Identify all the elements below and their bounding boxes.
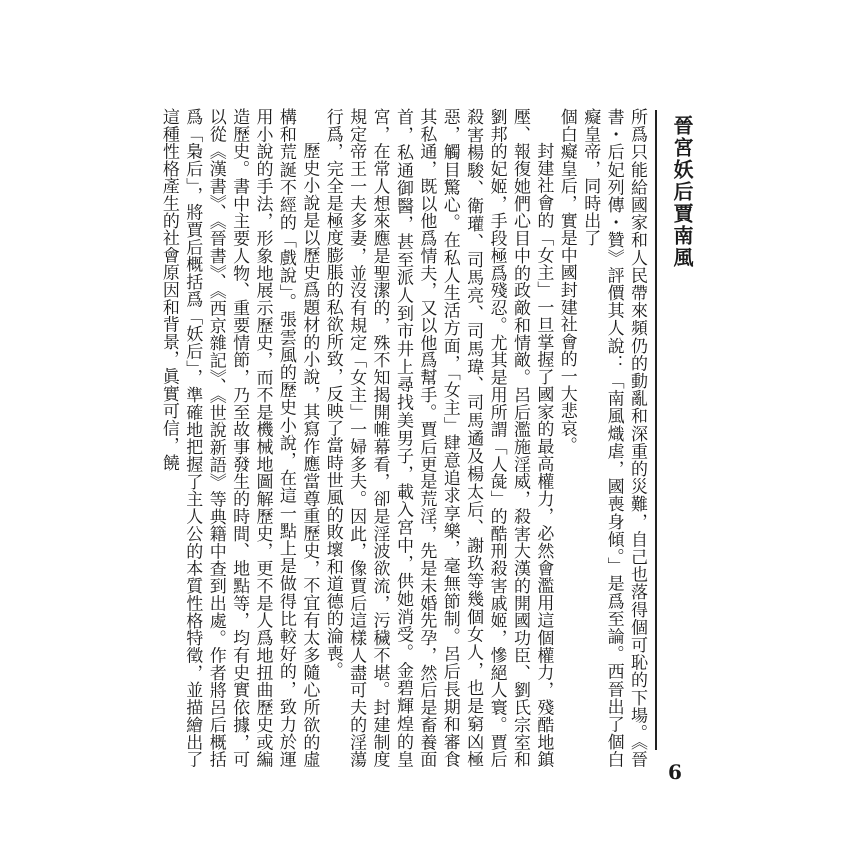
running-header-title: 晉宮妖后賈南風 [670,115,694,269]
page-number: 6 [668,760,682,784]
paragraph-historical-fiction: 歷史小說是以歷史爲題材的小說，其寫作應當尊重歷史，不宜有太多隨心所欲的虛構和荒誕不經的「戲說」。張雲風的歷史小說，在這一點上是做得比較好的，致力於運用小說的手法，形象地展示歷史，而不是機械地圖解歷史，更不是人爲地扭曲歷史或編造歷史。書中主要人物、重要情節，乃至故事發生的時間、地點等，均有史實依據，可以從《漢書》、《晉書》、《西京雜記》、《世說新語》等典籍中查到出處。作者將呂后概括爲「梟后」，將賈后概括爲「妖后」，準確地把握了主人公的本質性格特徵，並描繪出了這種性格產生的社會原因和背景，眞實可信，饒 [158,108,320,768]
header-rule [655,110,657,750]
paragraph-continuation: 個白癡皇后，實是中國封建社會的一大悲哀。 [556,108,577,454]
paragraph-female-rulers: 封建社會的「女主」一旦掌握了國家的最高權力，必然會濫用這個權力，殘酷地鎮壓、報復她們心目中的政敵和情敵。呂后濫施淫威，殺害大漢的開國功臣、劉氏宗室和劉邦的妃姬，手段極爲殘忍。尤其是用所謂「人彘」的酷刑殺害戚姬，慘絕人寰。賈后殺害楊駿、衛瓘、司馬亮、司馬瑋、司馬遹及楊太后、謝玖等幾個女人，也是窮凶極惡，觸目驚心。在私人生活方面，「女主」肆意追求享樂，毫無節制。呂后長期和審食其私通，既以他爲情夫，又以他爲幫手。賈后更是荒淫，先是未婚先孕，然后是畜養面首，私通御醫，甚至派人到市井上尋找美男子，載入宮中，供她消受。金碧輝煌的皇宮，在常人想來應是聖潔的，殊不知揭開帷幕看，卻是淫波欲流，污穢不堪。封建制度規定帝王一夫多妻，並沒有規定「女主」一婦多夫。因此，像賈后這樣人盡可夫的淫蕩行爲，完全是極度膨脹的私欲所致，反映了當時世風的敗壞和道德的淪喪。 [322,108,554,768]
paragraph-lead-in: 所爲只能給國家和人民帶來頻仍的動亂和深重的災難，自己也落得個可恥的下場。《晉書・后妃列傳・贊》評價其人說：「南風熾虐，國喪身傾。」是爲至論。西晉出了個白癡皇帝，同時出了 [580,108,647,768]
body-text [158,108,648,768]
